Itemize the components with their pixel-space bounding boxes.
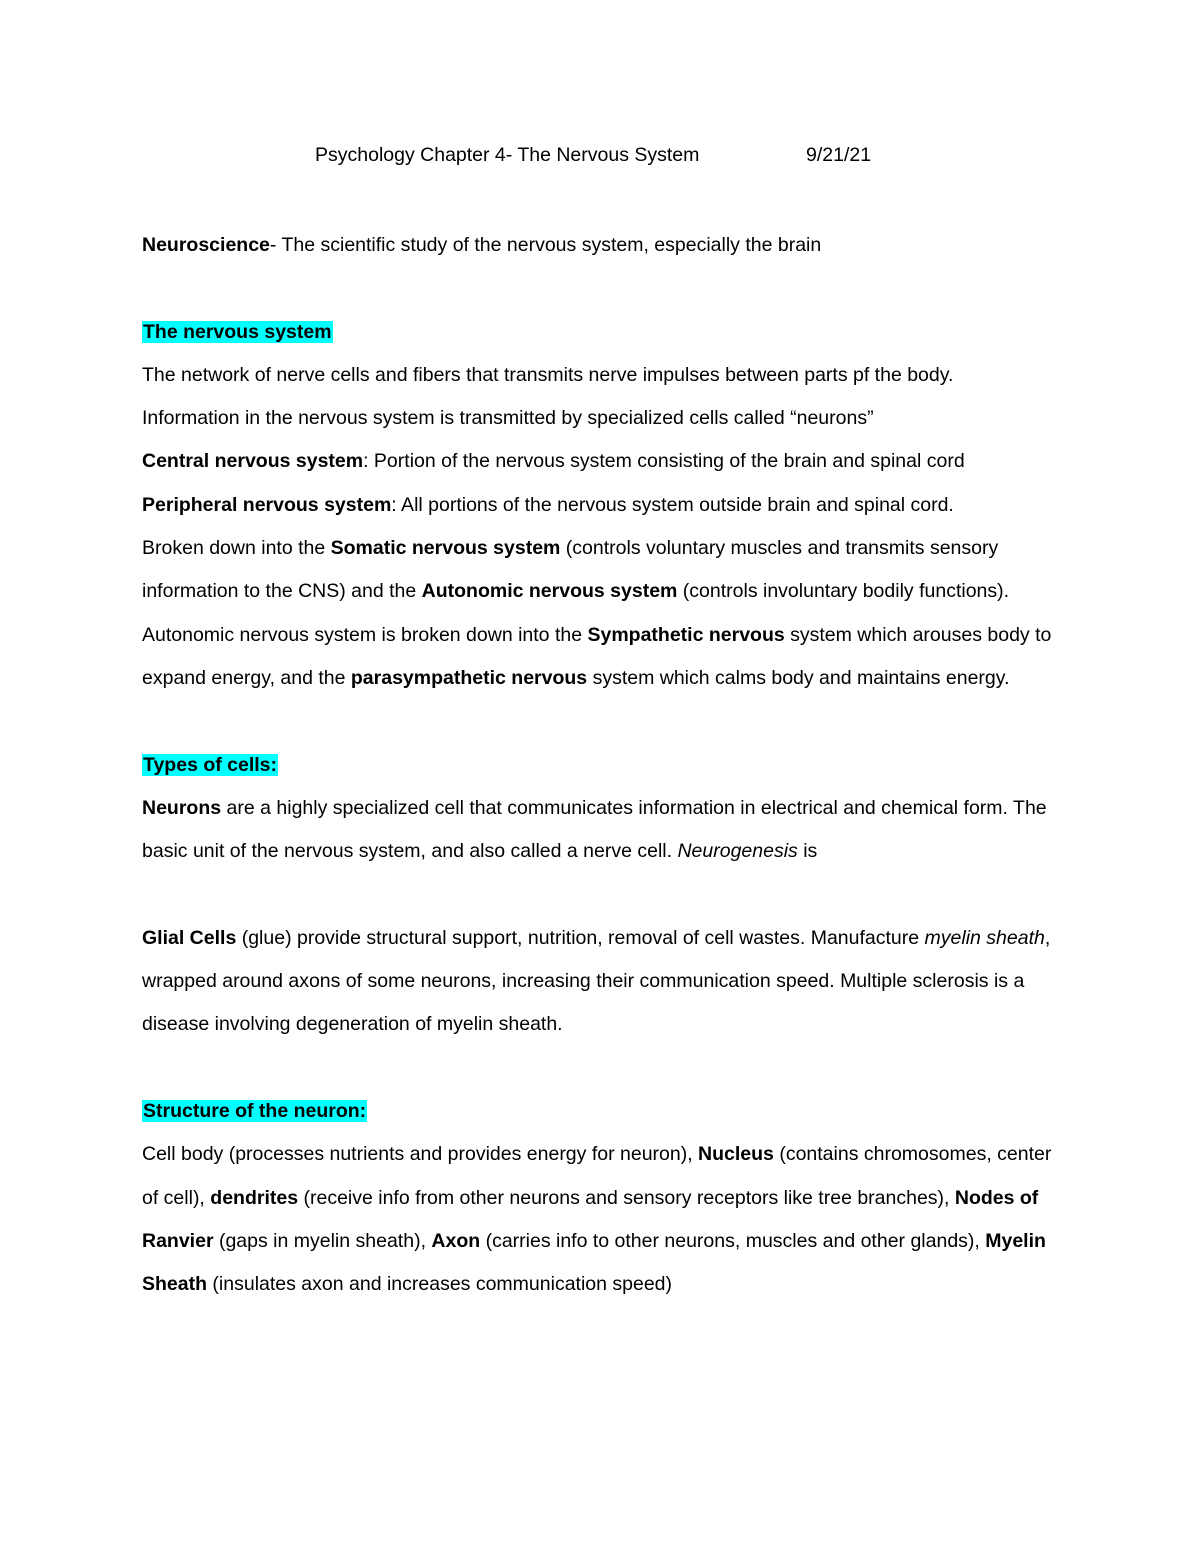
glial-paragraph	[142, 917, 1072, 1047]
neurogenesis-text: is	[797, 840, 818, 863]
neurons-text: are a highly specialized cell that communicates information in electrical and chemical form. The basic unit of the nervous system, and also called a nerve cell.	[142, 796, 1047, 863]
nervous-system-subdivisions-paragraph	[142, 527, 1072, 700]
sympathetic-term: Sympathetic nervous	[587, 623, 785, 646]
parasympathetic-term: parasympathetic nervous	[350, 666, 588, 689]
document-header	[0, 144, 1200, 174]
axon-term: Axon	[431, 1229, 481, 1252]
nucleus-term: Nucleus	[698, 1143, 774, 1166]
glial-text: (glue) provide structural support, nutrition, removal of cell wastes. Manufacture	[236, 926, 925, 949]
glial-text-2: , wrapped around axons of some neurons, increasing their communication speed. Multiple sclerosis is a disease involving degeneration of myelin sheath.	[142, 926, 1051, 1036]
document-title: Psychology Chapter 4- The Nervous System	[315, 144, 700, 166]
subdivisions-text-3: (controls involuntary bodily functions). Autonomic nervous system is broken down into the	[142, 580, 1010, 646]
nervous-system-heading-line	[142, 311, 1072, 354]
cns-text: : Portion of the nervous system consisting of the brain and spinal cord	[363, 450, 965, 473]
subdivisions-text-2: (controls voluntary muscles and transmits sensory information to the CNS) and the	[142, 537, 999, 603]
structure-text-1: Cell body (processes nutrients and provides energy for neuron),	[142, 1143, 699, 1166]
somatic-term: Somatic nervous system	[330, 537, 561, 560]
structure-text-5: (carries info to other neurons, muscles and other glands),	[480, 1229, 986, 1252]
dendrites-term: dendrites	[210, 1186, 299, 1209]
myelin-sheath-structure-term: Myelin Sheath	[142, 1229, 1046, 1296]
structure-heading-line	[142, 1090, 1072, 1133]
spacer	[142, 700, 1072, 743]
pns-term: Peripheral nervous system	[142, 493, 392, 516]
cells-heading-line	[142, 744, 1072, 787]
subdivisions-text-4: system which arouses body to expand energy, and the	[142, 623, 1052, 689]
neuroscience-term: Neuroscience	[142, 234, 270, 256]
document-date: 9/21/21	[806, 144, 872, 166]
neurons-paragraph	[142, 787, 1072, 874]
nervous-system-line2: Information in the nervous system is transmitted by specialized cells called “neurons”	[142, 407, 874, 430]
pns-text: : All portions of the nervous system outside brain and spinal cord.	[391, 493, 954, 516]
cns-paragraph	[142, 440, 1072, 483]
structure-text-6: (insulates axon and increases communication speed)	[207, 1273, 673, 1296]
cells-heading: Types of cells:	[143, 753, 278, 776]
neuroscience-definition: - The scientific study of the nervous system, especially the brain	[269, 234, 822, 256]
cns-term: Central nervous system	[142, 450, 364, 473]
glial-term: Glial Cells	[142, 926, 237, 949]
myelin-sheath-term: myelin sheath	[924, 926, 1045, 949]
nodes-of-ranvier-term: Nodes of Ranvier	[142, 1186, 1039, 1252]
structure-heading: Structure of the neuron:	[143, 1099, 367, 1122]
subdivisions-text-5: system which calms body and maintains energy.	[587, 666, 1010, 689]
spacer	[142, 873, 1072, 916]
structure-text-3: (receive info from other neurons and sensory receptors like tree branches),	[298, 1186, 955, 1209]
neurons-term: Neurons	[142, 796, 222, 819]
structure-text-2: (contains chromosomes, center of cell),	[142, 1143, 1052, 1209]
nervous-system-line1: The network of nerve cells and fibers that transmits nerve impulses between parts pf the body.	[142, 363, 954, 386]
structure-paragraph	[142, 1133, 1072, 1306]
autonomic-term: Autonomic nervous system	[421, 580, 678, 603]
neurogenesis-term: Neurogenesis	[677, 840, 798, 863]
pns-paragraph	[142, 484, 1072, 527]
intro-paragraph	[142, 224, 1072, 267]
subdivisions-text-1: Broken down into the	[142, 537, 331, 560]
nervous-system-heading: The nervous system	[143, 320, 332, 343]
document-body	[142, 224, 1072, 1306]
spacer	[142, 267, 1072, 310]
spacer	[142, 1047, 1072, 1090]
structure-text-4: (gaps in myelin sheath),	[213, 1229, 432, 1252]
